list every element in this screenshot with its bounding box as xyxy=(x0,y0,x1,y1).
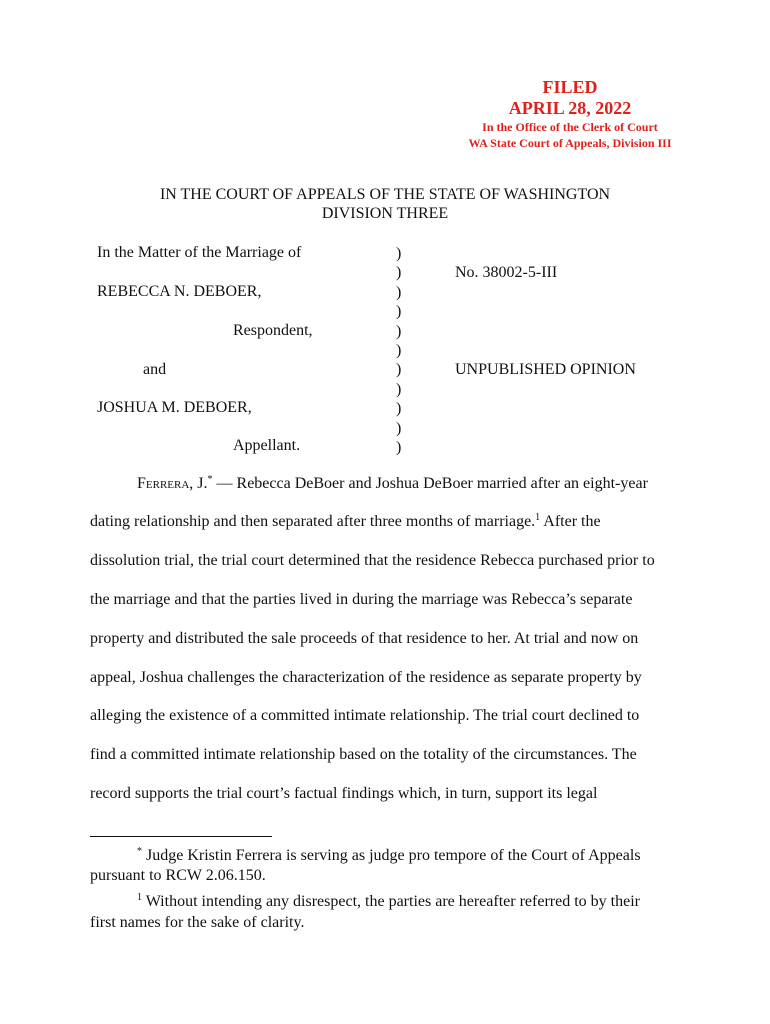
case-number: No. 38002-5-III xyxy=(455,264,558,281)
caption-matter: In the Matter of the Marriage of xyxy=(97,244,302,261)
filed-stamp-court: WA State Court of Appeals, Division III xyxy=(468,136,672,150)
caption-role-appellant: Appellant. xyxy=(233,437,301,454)
footnote-1-line2: first names for the sake of clarity. xyxy=(90,914,305,931)
opinion-type: UNPUBLISHED OPINION xyxy=(455,361,636,378)
opinion-line: property and distributed the sale proceeds of that residence to her. At trial and now on xyxy=(90,630,639,647)
caption-paren: ) xyxy=(396,322,402,340)
opinion-line: record supports the trial court’s factual findings which, in turn, support its legal xyxy=(90,785,598,802)
opinion-line: find a committed intimate relationship based on the totality of the circumstances. The xyxy=(90,746,637,763)
footnote-separator xyxy=(90,836,272,837)
caption-paren: ) xyxy=(396,361,402,379)
author-suffix: , J. xyxy=(189,475,208,492)
caption-party-appellant: JOSHUA M. DEBOER, xyxy=(97,399,252,416)
first-line-text: — Rebecca DeBoer and Joshua DeBoer married after an eight-year xyxy=(212,475,648,492)
filed-stamp-title: FILED xyxy=(542,77,598,97)
caption-paren: ) xyxy=(396,342,402,360)
footnote-text: Judge Kristin Ferrera is serving as judge pro tempore of the Court of Appeals xyxy=(142,847,641,864)
caption-paren: ) xyxy=(396,380,402,398)
caption-paren: ) xyxy=(396,400,402,418)
opinion-line: appeal, Joshua challenges the characterization of the residence as separate property by xyxy=(90,669,642,686)
caption-paren: ) xyxy=(396,303,402,321)
caption-party-respondent: REBECCA N. DEBOER, xyxy=(97,283,262,300)
caption-parenthesis-column xyxy=(396,244,401,457)
footnote-mark: * xyxy=(137,846,142,857)
footnote-star-line1 xyxy=(137,847,641,865)
caption-paren: ) xyxy=(396,283,402,301)
opinion-line-2 xyxy=(90,513,601,531)
author-name: Ferrera xyxy=(137,475,190,492)
footnote-text: Without intending any disrespect, the parties are hereafter referred to by their xyxy=(142,893,640,910)
footnote-ref-1: 1 xyxy=(535,512,541,523)
line-2-text: dating relationship and then separated after three months of marriage. xyxy=(90,513,536,530)
footnote-1-line1 xyxy=(137,893,640,911)
caption-and: and xyxy=(143,361,167,378)
filed-stamp-date: APRIL 28, 2022 xyxy=(508,98,632,118)
opinion-line: alleging the existence of a committed intimate relationship. The trial court declined to xyxy=(90,707,640,724)
footnote-ref-star: * xyxy=(207,474,213,485)
court-division: DIVISION THREE xyxy=(321,205,449,222)
caption-paren: ) xyxy=(396,439,402,457)
opinion-line: dissolution trial, the trial court determined that the residence Rebecca purchased prior to xyxy=(90,552,655,569)
footnote-mark: 1 xyxy=(137,892,142,903)
caption-role-respondent: Respondent, xyxy=(233,322,313,339)
footnote-star-line2: pursuant to RCW 2.06.150. xyxy=(90,867,266,884)
caption-paren: ) xyxy=(396,264,402,282)
opinion-first-line xyxy=(137,475,648,493)
filed-stamp-office: In the Office of the Clerk of Court xyxy=(482,120,658,134)
opinion-line: the marriage and that the parties lived in during the marriage was Rebecca’s separate xyxy=(90,591,633,608)
court-name: IN THE COURT OF APPEALS OF THE STATE OF WASHINGTON xyxy=(159,186,611,203)
caption-paren: ) xyxy=(396,419,402,437)
line-2-rest: After the xyxy=(540,513,601,530)
caption-paren: ) xyxy=(396,245,402,262)
